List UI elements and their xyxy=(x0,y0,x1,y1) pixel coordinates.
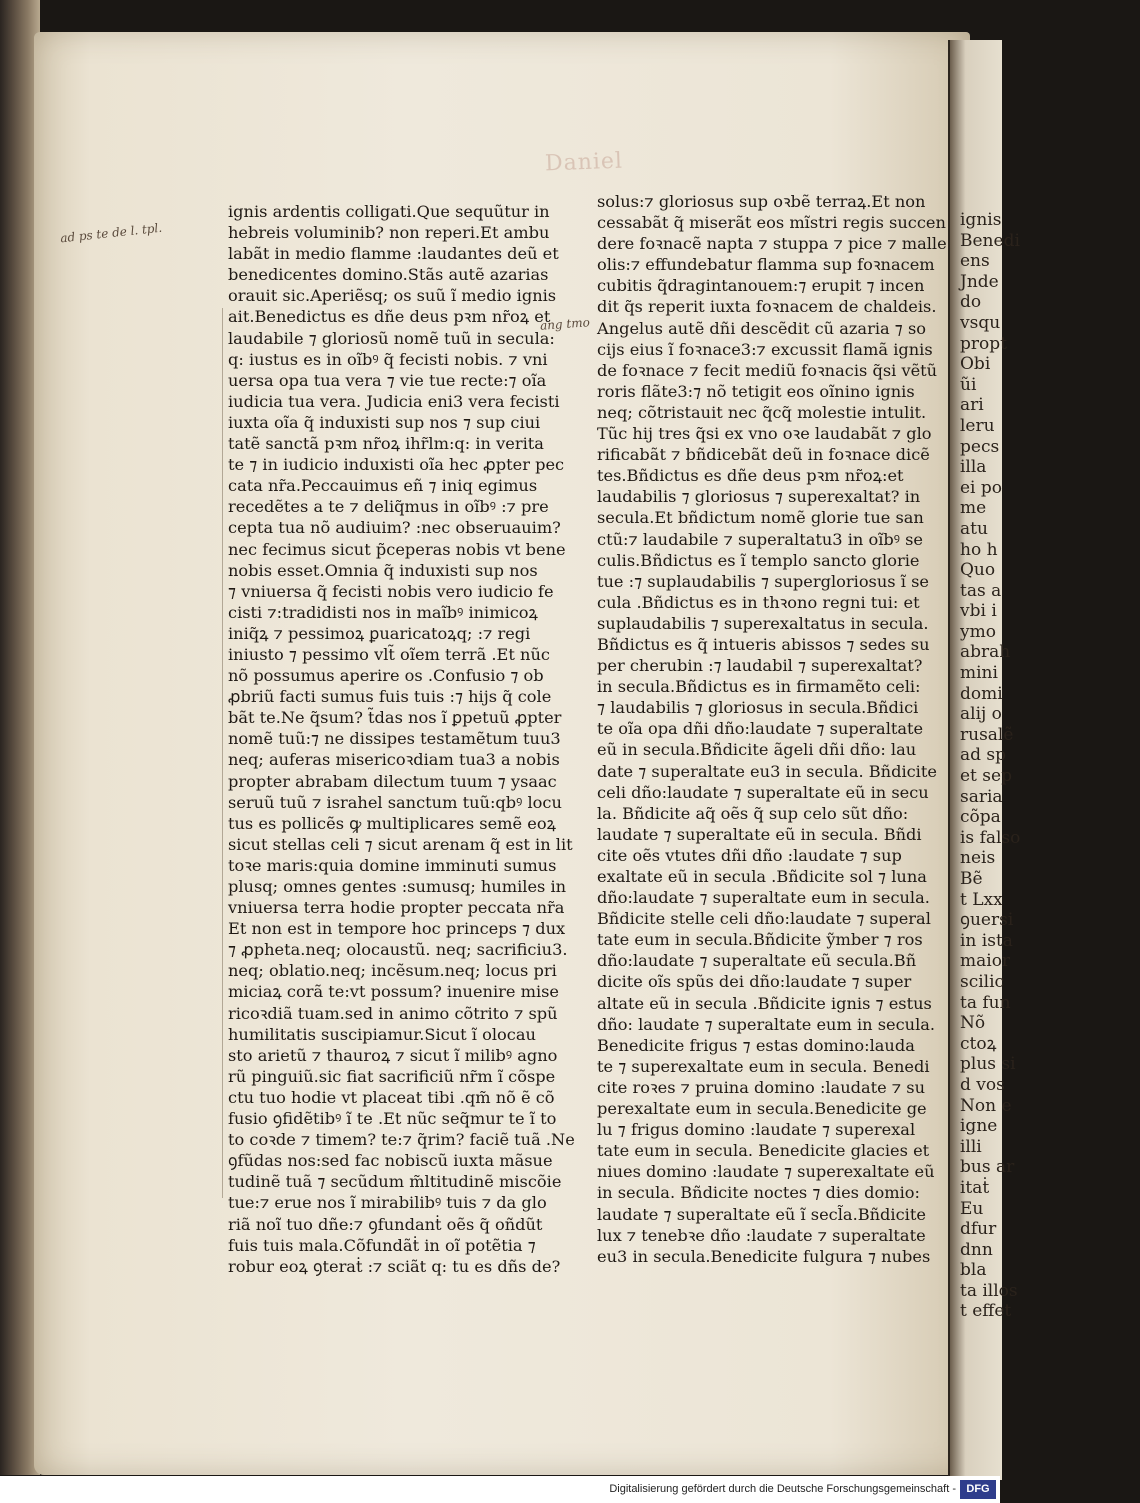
text-line: date ⁊ superaltate eu3 in secula. Bñdicite xyxy=(597,761,937,781)
text-line: celi dño:laudate ⁊ superaltate eũ in secu xyxy=(597,782,929,802)
text-line: dño:laudate ⁊ superaltate eũ secula.Bñ xyxy=(597,951,917,971)
neighbor-text-line: ho h xyxy=(960,539,998,560)
neighbor-text-line: propt xyxy=(960,333,1007,354)
text-line: rũ pinguiũ.sic fiat sacrificiũ nr̃m ĩ cõspe xyxy=(228,1066,556,1086)
text-line: ctu tuo hodie vt placeat tibi .qm̃ nõ ẽ cõ xyxy=(228,1087,555,1107)
neighbor-text-line: Nõ xyxy=(960,1013,986,1034)
neighbor-text-line: ta illos xyxy=(960,1280,1018,1301)
neighbor-text-line: plus si xyxy=(960,1054,1016,1075)
text-line: niues domino :laudate ⁊ superexaltate eũ xyxy=(597,1162,935,1182)
neighbor-text-line: rusalẽ xyxy=(960,724,1014,745)
neighbor-text-line: cõpa xyxy=(960,807,1001,828)
text-line: neq; oblatio.neq; incẽsum.neq; locus pri xyxy=(228,961,557,981)
text-line: iniusto ⁊ pessimo vlt̃ oĩem terrã .Et nũc xyxy=(228,644,550,664)
neighbor-text-line: ignis xyxy=(960,210,1002,230)
neighbor-text-line: me xyxy=(960,498,987,519)
text-line: neq; cõtristauit nec q̃cq̃ molestie intulit. xyxy=(597,402,927,422)
text-line: tate eum in secula. Benedicite glacies et xyxy=(597,1141,930,1161)
neighbor-text-line: scilic xyxy=(960,971,1005,992)
neighbor-text-line: illa xyxy=(960,457,987,478)
text-line: solus:⁊ gloriosus sup oꝛbẽ terraꝝ.Et non xyxy=(597,192,926,211)
text-line: neq; auferas misericoꝛdiam tua3 a nobis xyxy=(228,750,560,770)
neighbor-text-line: maior xyxy=(960,951,1011,972)
text-line: labãt in medio flamme :laudantes deũ et xyxy=(228,244,559,264)
neighbor-text-line: ei po xyxy=(960,477,1003,498)
neighbor-text-line: igne xyxy=(960,1116,998,1137)
text-line: eũ in secula.Bñdicite ãgeli dñi dño: lau xyxy=(597,740,917,760)
text-line: Bñdictus es q̃ intueris abissos ⁊ sedes su xyxy=(597,634,930,654)
text-line: ignis ardentis colligati.Que sequũtur in xyxy=(228,202,550,221)
neighbor-text-line: Non e xyxy=(960,1095,1012,1116)
text-line: q: iustus es in oĩbꝰ q̃ fecisti nobis. ⁊ vni xyxy=(228,349,548,369)
text-line: Bñdicite stelle celi dño:laudate ⁊ superal xyxy=(597,909,931,929)
neighbor-text-line: bla xyxy=(960,1260,987,1281)
text-line: suplaudabilis ⁊ superexaltatus in secula. xyxy=(597,613,929,633)
text-line: ⁊ ꝓpheta.neq; olocaustũ. neq; sacrificiu3. xyxy=(228,940,568,960)
text-line: humilitatis suscipiamur.Sicut ĩ olocau xyxy=(228,1024,536,1044)
text-line: te ⁊ in iudicio induxisti oĩa hec ꝓpter pec xyxy=(228,455,565,475)
text-line: cubitis q̃dragintanouem:⁊ erupit ⁊ incen xyxy=(597,276,925,296)
neighbor-text-line: illi xyxy=(960,1136,982,1157)
neighbor-text-line: Eu xyxy=(960,1198,984,1219)
text-line: propter abrabam dilectum tuum ⁊ ysaac xyxy=(228,771,557,791)
text-line: robur eoꝝ ꝯteraṫ :⁊ sciãt q: tu es dñs de? xyxy=(228,1256,561,1276)
neighbor-text-line: in ista xyxy=(960,930,1013,951)
text-line: sicut stellas celi ⁊ sicut arenam q̃ est in lit xyxy=(228,834,573,854)
text-line: te oĩa opa dñi dño:laudate ⁊ superaltate xyxy=(597,719,924,739)
text-line: uersa opa tua vera ⁊ vie tue recte:⁊ oĩa xyxy=(228,370,547,390)
text-line: cite oẽs vtutes dñi dño :laudate ⁊ sup xyxy=(597,845,902,865)
neighbor-text-line: atu xyxy=(960,518,988,539)
text-line: toꝛe maris:quia domine imminuti sumus xyxy=(228,855,557,875)
neighbor-text-line: ad sp xyxy=(960,745,1007,766)
text-line: seruũ tuũ ⁊ israhel sanctum tuũ:qbꝰ locu xyxy=(228,792,562,812)
text-line: cula .Bñdictus es in thꝛono regni tui: et xyxy=(597,592,920,612)
neighbor-text-line: Benedi xyxy=(960,230,1020,251)
text-line: cijs eius ĩ foꝛnace3:⁊ excussit flamã ignis xyxy=(597,339,933,359)
text-line: dño:laudate ⁊ superaltate eum in secula. xyxy=(597,888,930,908)
text-line: roris flãte3:⁊ nõ tetigit eos oĩnino ignis xyxy=(597,381,915,401)
bleed-through-heading: Daniel xyxy=(544,148,624,177)
text-line: tatẽ sanctã pꝛm nr̃oꝝ ihr̃lm:q: in verita xyxy=(228,434,544,454)
neighbor-text-line: et sep xyxy=(960,766,1012,787)
text-line: tus es pollicẽs ꝙ multiplicares semẽ eoꝝ xyxy=(228,813,556,833)
text-line: laudate ⁊ superaltate eũ in secula. Bñdi xyxy=(597,824,922,844)
neighbor-text-line: abrah xyxy=(960,642,1011,663)
text-line: orauit sic.Aperiẽsq; os suũ ĩ medio ignis xyxy=(228,286,557,306)
neighbor-text-line: dfur xyxy=(960,1219,997,1240)
text-line: laudate ⁊ superaltate eũ ĩ secl̃a.Bñdicite xyxy=(597,1204,926,1224)
neighbor-text-line: Obi xyxy=(960,354,991,375)
text-line: riã noĩ tuo dñe:⁊ ꝯfundanṫ oẽs q̃ oñdũt xyxy=(228,1214,543,1234)
text-line: iuxta oĩa q̃ induxisti sup nos ⁊ sup ciui xyxy=(228,412,541,432)
neighbor-text-line: ctoꝝ xyxy=(960,1033,997,1054)
text-line: Benedicite frigus ⁊ estas domino:lauda xyxy=(597,1035,915,1055)
neighbor-text-line: ens xyxy=(960,251,990,272)
text-line: rificabãt ⁊ bñdicebãt deũ in foꝛnace dicẽ xyxy=(597,445,930,465)
text-line: altate eũ in secula .Bñdicite ignis ⁊ estus xyxy=(597,993,932,1013)
text-line: ricoꝛdiã tuam.sed in animo cõtrito ⁊ spũ xyxy=(228,1003,558,1023)
text-line: ait.Benedictus es dñe deus pꝛm nr̃oꝝ et xyxy=(228,307,551,327)
text-line: dicite oĩs spũs dei dño:laudate ⁊ super xyxy=(597,972,912,992)
neighbor-page xyxy=(948,40,1021,1480)
neighbor-text-line: t Lxx xyxy=(960,889,1003,910)
footer-bar xyxy=(0,1476,1000,1503)
text-line: dño: laudate ⁊ superaltate eum in secula. xyxy=(597,1014,936,1034)
text-line: Tũc hij tres q̃si ex vno oꝛe laudabãt ⁊ glo xyxy=(597,424,932,444)
text-line: tue :⁊ suplaudabilis ⁊ supergloriosus ĩ se xyxy=(597,571,929,591)
text-line: recedẽtes a te ⁊ deliq̃mus in oĩbꝰ :⁊ pre xyxy=(228,497,549,517)
neighbor-page-text xyxy=(960,210,1140,1322)
neighbor-text-line: d vos xyxy=(960,1074,1005,1095)
text-line: cite roꝛes ⁊ pruina domino :laudate ⁊ su xyxy=(597,1077,926,1097)
text-line: plusq; omnes gentes :sumusq; humiles in xyxy=(228,877,567,896)
text-line: fusio ꝯfidẽtibꝰ ĩ te .Et nũc seq̃mur te ĩ to xyxy=(228,1109,557,1129)
text-line: nomẽ tuũ:⁊ ne dissipes testamẽtum tuu3 xyxy=(228,729,561,749)
text-line: ⁊ laudabilis ⁊ gloriosus in secula.Bñdici xyxy=(597,698,919,718)
neighbor-text-line: Quo xyxy=(960,560,996,581)
text-line: bãt te.Ne q̃sum? t̃das nos ĩ ꝑpetuũ ꝓpter xyxy=(228,708,562,728)
neighbor-text-line: ta fun xyxy=(960,992,1011,1013)
text-line: Angelus autẽ dñi descẽdit cũ azaria ⁊ so xyxy=(597,318,927,338)
text-line: la. Bñdicite aq̃ oẽs q̃ sup celo sũt dño: xyxy=(597,803,909,823)
text-line: cessabãt q̃ miserãt eos mĩstri regis succen xyxy=(597,213,946,233)
neighbor-text-line: is falso xyxy=(960,827,1021,848)
text-line: nõ possumus aperire os .Confusio ⁊ ob xyxy=(228,666,544,686)
neighbor-text-line: dnn xyxy=(960,1239,993,1260)
text-line: ctũ:⁊ laudabile ⁊ superaltatu3 in oĩbꝰ se xyxy=(597,529,923,549)
text-line: cisti ⁊:tradidisti nos in maĩbꝰ inimicoꝝ xyxy=(228,602,538,622)
text-line: sto arietũ ⁊ thauroꝝ ⁊ sicut ĩ milibꝰ agno xyxy=(228,1045,558,1065)
text-line: to coꝛde ⁊ timem? te:⁊ q̃rim? faciẽ tuã .Ne xyxy=(228,1130,575,1150)
footer-credit: Digitalisierung gefördert durch die Deutsche Forschungsgemeinschaft - xyxy=(609,1483,956,1495)
text-line: de foꝛnace ⁊ fecit mediũ foꝛnacis q̃si vẽtũ xyxy=(597,360,938,380)
neighbor-text-line: vbi i xyxy=(960,601,997,622)
text-line: dere foꝛnacẽ napta ⁊ stuppa ⁊ pice ⁊ malle xyxy=(597,234,947,254)
text-line: laudabilis ⁊ gloriosus ⁊ superexaltat? in xyxy=(597,487,921,507)
neighbor-text-line: itaṫ xyxy=(960,1177,990,1198)
neighbor-text-line: saria xyxy=(960,786,1003,807)
text-line: dit q̃s reperit iuxta foꝛnacem de chaldeis. xyxy=(597,297,937,317)
right-text-column xyxy=(597,191,947,1267)
text-line: lu ⁊ frigus domino :laudate ⁊ superexal xyxy=(597,1120,916,1140)
text-line: ꝯfũdas nos:sed fac nobiscũ iuxta mãsue xyxy=(228,1151,553,1171)
text-line: laudabile ⁊ gloriosũ nomẽ tuũ in secula: xyxy=(228,328,555,348)
neighbor-text-line: Jnde xyxy=(960,271,999,292)
text-line: lux ⁊ tenebꝛe dño :laudate ⁊ superaltate xyxy=(597,1225,926,1245)
text-line: perexaltate eum in secula.Benedicite ge xyxy=(597,1099,927,1119)
text-line: cata nr̃a.Peccauimus eñ ⁊ iniq egimus xyxy=(228,476,538,496)
text-line: benedicentes domino.Stãs autẽ azarias xyxy=(228,265,549,285)
text-line: Et non est in tempore hoc princeps ⁊ dux xyxy=(228,919,566,939)
margin-note: ang tmo xyxy=(539,315,591,333)
neighbor-text-line: mini xyxy=(960,663,998,684)
text-line: secula.Et bñdictum nomẽ glorie tue san xyxy=(597,508,924,528)
neighbor-text-line: ari xyxy=(960,395,984,416)
text-line: tate eum in secula.Bñdicite ỹmber ⁊ ros xyxy=(597,930,923,950)
text-line: olis:⁊ effundebatur flamma sup foꝛnacem xyxy=(597,255,935,275)
text-line: miciaꝝ corã te:vt possum? inuenire mise xyxy=(228,982,560,1002)
neighbor-text-line: domi xyxy=(960,683,1003,704)
neighbor-text-line: ũi xyxy=(960,374,977,395)
text-line: tue:⁊ erue nos ĩ mirabilibꝰ tuis ⁊ da glo xyxy=(228,1193,547,1213)
column-margin-rule xyxy=(222,308,223,1198)
neighbor-text-line: vsqu xyxy=(960,312,1001,333)
text-line: in secula.Bñdictus es in firmamẽto celi: xyxy=(597,677,921,697)
text-line: iniq̃ꝝ ⁊ pessimoꝝ ꝑuaricatoꝝq; :⁊ regi xyxy=(228,623,531,643)
text-line: fuis tuis mala.Cõfundãṫ in oĩ potẽtia ⁊ xyxy=(228,1235,536,1255)
dfg-logo: DFG xyxy=(960,1480,996,1499)
neighbor-text-line: pecs xyxy=(960,436,1000,457)
text-line: culis.Bñdictus es ĩ templo sancto glorie xyxy=(597,550,920,570)
text-line: nec fecimus sicut p̃ceperas nobis vt bene xyxy=(228,539,566,559)
text-line: in secula. Bñdicite noctes ⁊ dies domio: xyxy=(597,1183,920,1203)
text-line: tudinẽ tuã ⁊ secũdum m̃ltitudinẽ miscõie xyxy=(228,1172,562,1192)
neighbor-text-line: ꝯuersi xyxy=(960,910,1014,931)
text-line: hebreis voluminib? non reperi.Et ambu xyxy=(228,223,550,243)
neighbor-text-line: neis xyxy=(960,848,996,869)
neighbor-text-line: tas a xyxy=(960,580,1002,601)
text-line: iudicia tua vera. Judicia eni3 vera fecisti xyxy=(228,391,560,411)
text-line: te ⁊ superexaltate eum in secula. Benedi xyxy=(597,1056,930,1076)
neighbor-text-line: alij o xyxy=(960,704,1002,725)
text-line: tes.Bñdictus es dñe deus pꝛm nr̃oꝝ:et xyxy=(597,466,904,486)
neighbor-text-line: ymo xyxy=(960,621,996,642)
text-line: eu3 in secula.Benedicite fulgura ⁊ nubes xyxy=(597,1246,931,1266)
margin-note: ad ps te de l. tpl. xyxy=(59,220,163,246)
text-line: ⁊ vniuersa q̃ fecisti nobis vero iudicio fe xyxy=(228,581,554,601)
text-line: exaltate eũ in secula .Bñdicite sol ⁊ luna xyxy=(597,867,927,886)
neighbor-text-line: bus ar xyxy=(960,1157,1015,1178)
text-line: per cherubin :⁊ laudabil ⁊ superexaltat? xyxy=(597,656,923,676)
text-line: vniuersa terra hodie propter peccata nr̃a xyxy=(228,898,565,918)
neighbor-text-line: leru xyxy=(960,415,995,436)
left-text-column xyxy=(228,201,575,1277)
text-line: ꝓbriũ facti sumus fuis tuis :⁊ hijs q̃ cole xyxy=(228,687,552,707)
neighbor-text-line: Bẽ xyxy=(960,869,983,889)
neighbor-text-line: do xyxy=(960,292,982,313)
text-line: cepta tua nõ audiuim? :nec obseruauim? xyxy=(228,518,561,538)
text-line: nobis esset.Omnia q̃ induxisti sup nos xyxy=(228,560,538,580)
neighbor-text-line: t effet xyxy=(960,1301,1012,1322)
